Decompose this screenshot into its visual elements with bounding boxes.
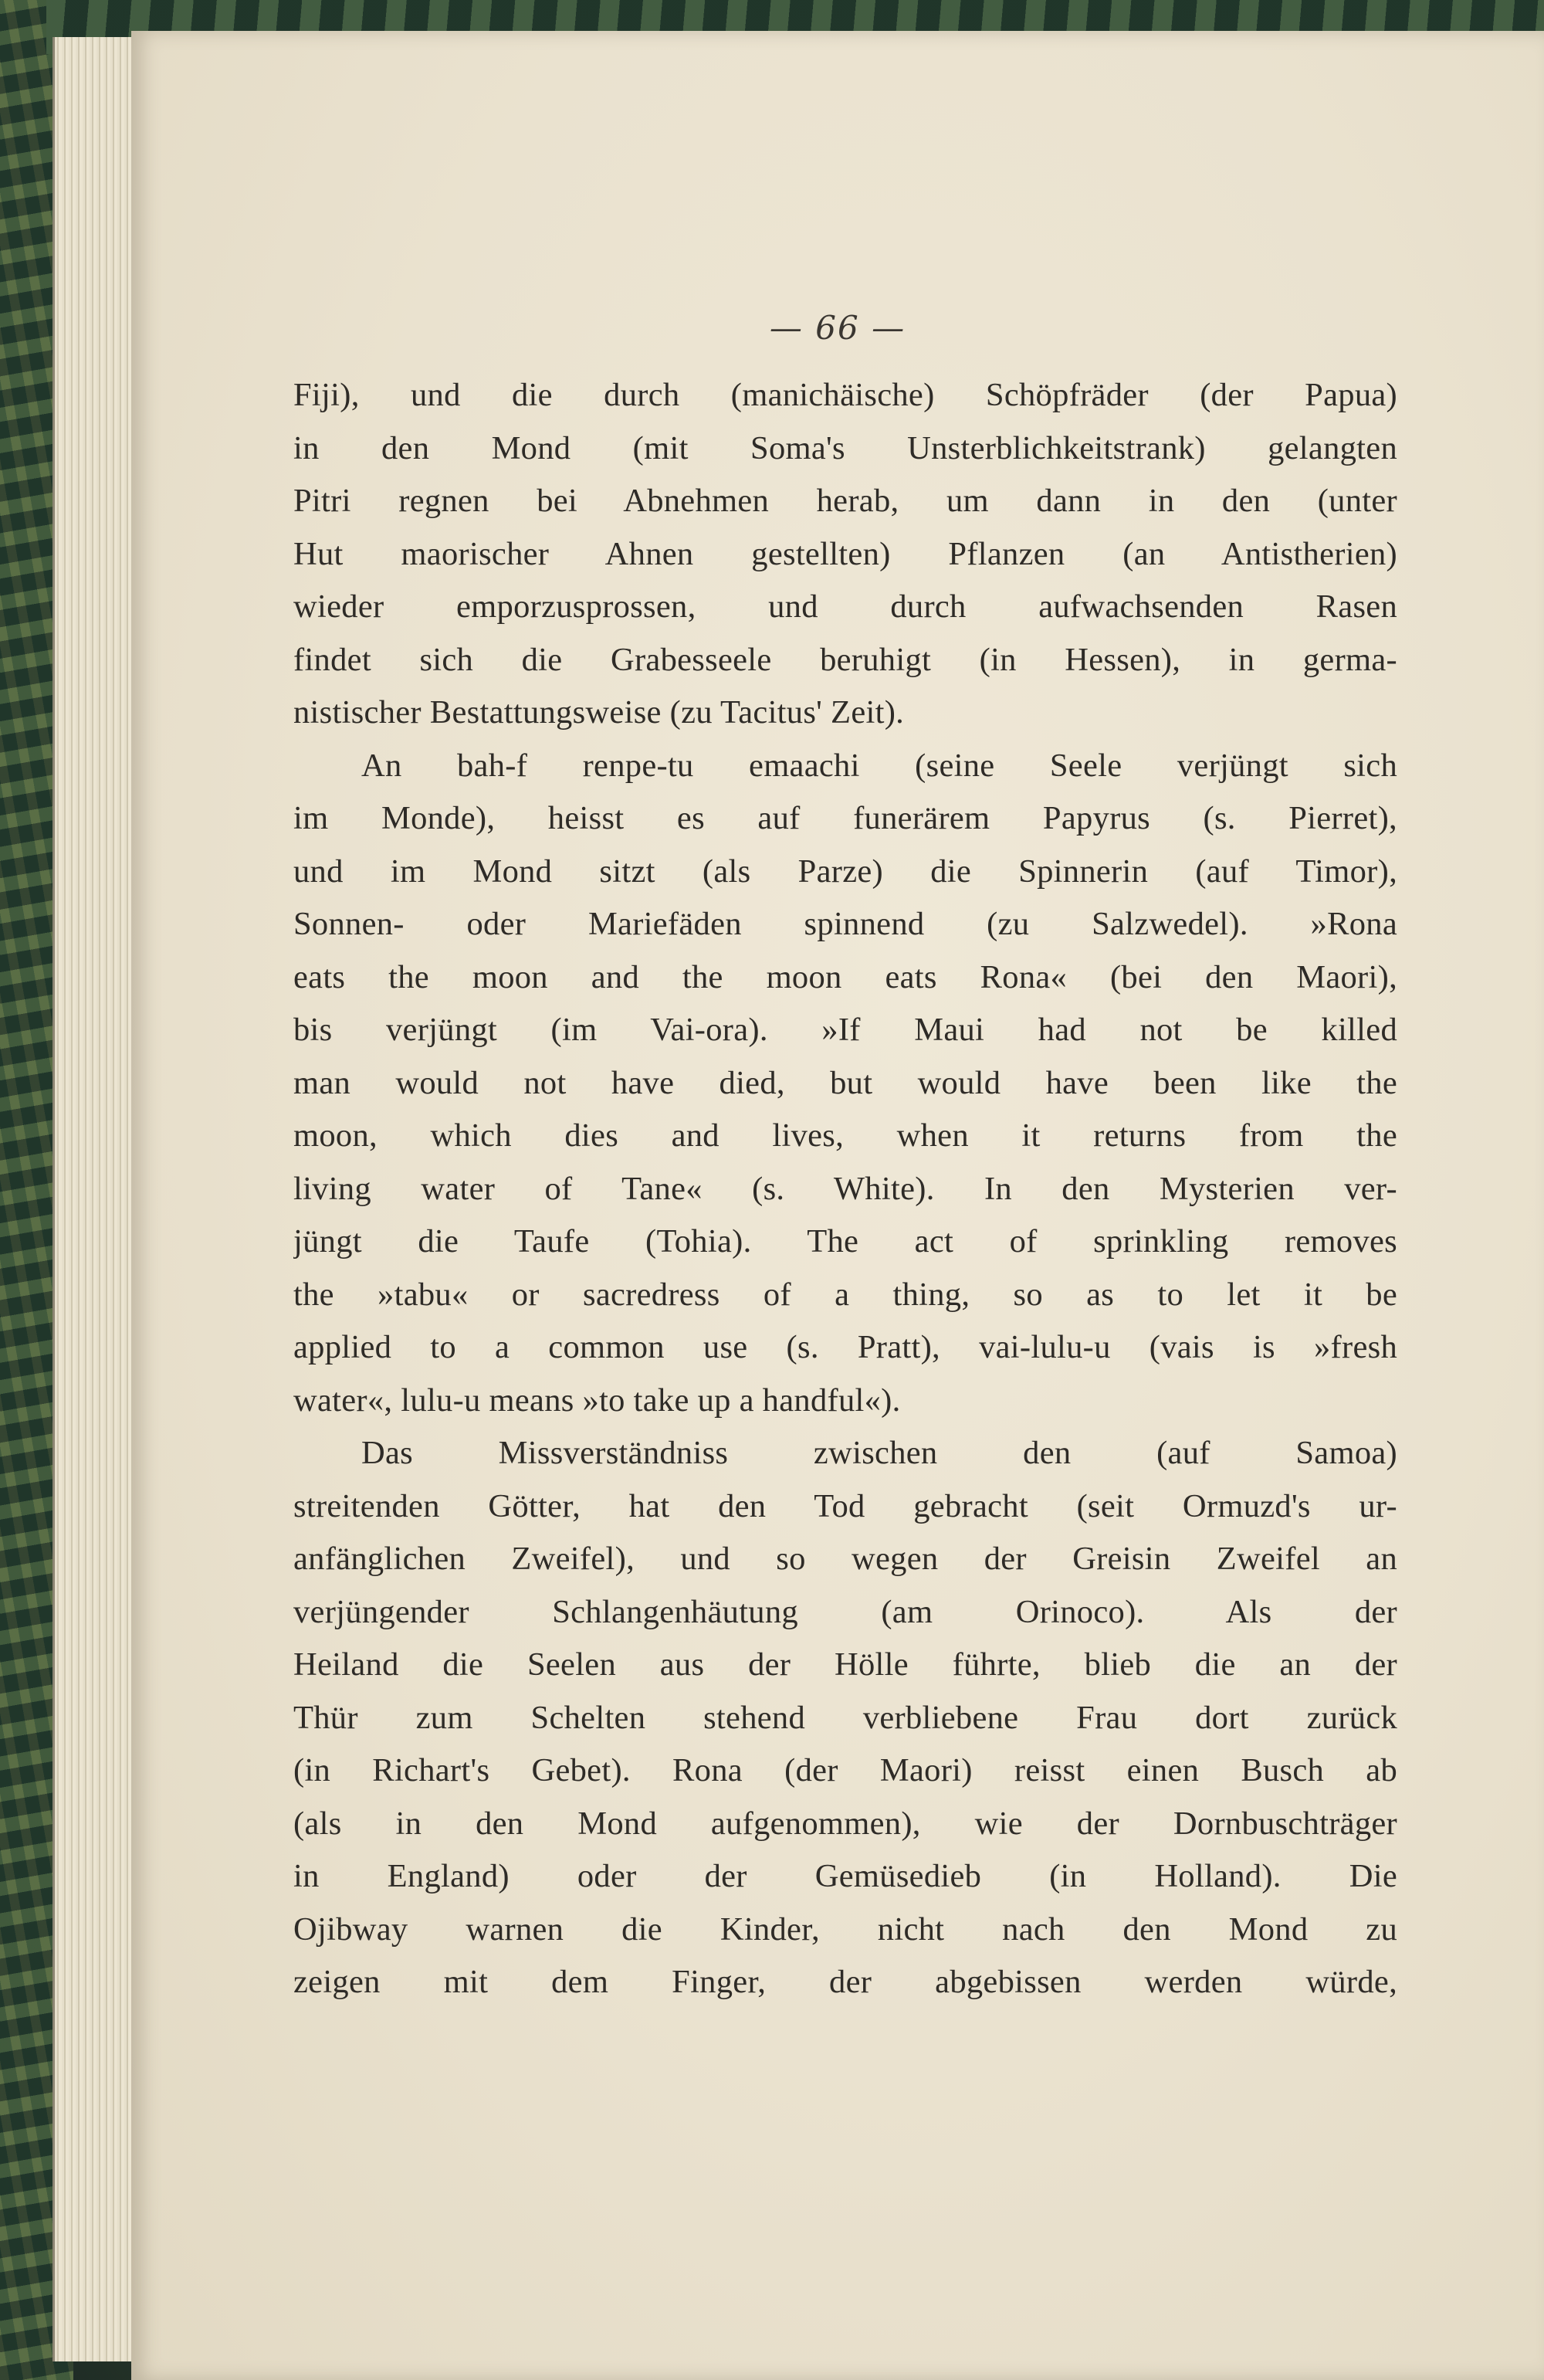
text-line: Heiland die Seelen aus der Hölle führte, blieb die an der	[293, 1646, 1397, 1683]
text-line: Thür zum Schelten stehend verbliebene Frau dort zurück	[293, 1699, 1397, 1736]
text-line: (in Richart's Gebet). Rona (der Maori) reisst einen Busch ab	[293, 1752, 1397, 1788]
text-line: nistischer Bestattungsweise (zu Tacitus' Zeit).	[293, 694, 905, 731]
text-line: verjüngender Schlangenhäutung (am Orinoco). Als der	[293, 1593, 1397, 1630]
text-line: Fiji), und die durch (manichäische) Schöpfräder (der Papua)	[293, 377, 1397, 413]
text-line: Das Missverständniss zwischen den (auf Samoa)	[361, 1435, 1397, 1471]
text-line: Sonnen- oder Mariefäden spinnend (zu Salzwedel). »Rona	[293, 906, 1397, 942]
text-line: findet sich die Grabesseele beruhigt (in Hessen), in germa-	[293, 641, 1397, 678]
text-line: in den Mond (mit Soma's Unsterblichkeitstrank) gelangten	[293, 429, 1397, 466]
text-line: bis verjüngt (im Vai-ora). »If Maui had not be killed	[293, 1012, 1397, 1048]
text-line: zeigen mit dem Finger, der abgebissen werden würde,	[293, 1964, 1397, 2000]
text-line: eats the moon and the moon eats Rona« (bei den Maori),	[293, 958, 1397, 995]
text-line: anfänglichen Zweifel), und so wegen der Greisin Zweifel an	[293, 1541, 1397, 1577]
text-line: im Monde), heisst es auf funerärem Papyrus (s. Pierret),	[293, 800, 1397, 836]
text-line: jüngt die Taufe (Tohia). The act of sprinkling removes	[293, 1223, 1397, 1260]
text-line: An bah-f renpe-tu emaachi (seine Seele verjüngt sich	[361, 747, 1397, 784]
text-line: und im Mond sitzt (als Parze) die Spinnerin (auf Timor),	[293, 853, 1397, 890]
body-text	[293, 369, 1397, 2009]
text-line: in England) oder der Gemüsedieb (in Holland). Die	[293, 1858, 1397, 1894]
text-line: wieder emporzusprossen, und durch aufwachsenden Rasen	[293, 588, 1397, 625]
text-line: (als in den Mond aufgenommen), wie der Dornbuschträger	[293, 1805, 1397, 1842]
text-line: Hut maorischer Ahnen gestellten) Pflanzen (an Antistherien)	[293, 535, 1397, 572]
text-line: living water of Tane« (s. White). In den Mysterien ver-	[293, 1170, 1397, 1207]
text-line: applied to a common use (s. Pratt), vai-lulu-u (vais is »fresh	[293, 1329, 1397, 1365]
text-line: streitenden Götter, hat den Tod gebracht (seit Ormuzd's ur-	[293, 1487, 1397, 1524]
text-line: man would not have died, but would have been like the	[293, 1064, 1397, 1101]
text-line: Ojibway warnen die Kinder, nicht nach den Mond zu	[293, 1910, 1397, 1948]
text-line: the »tabu« or sacredress of a thing, so as to let it be	[293, 1276, 1397, 1313]
text-line: water«, lulu-u means »to take up a handful«).	[293, 1382, 901, 1419]
text-line: Pitri regnen bei Abnehmen herab, um dann in den (unter	[293, 483, 1397, 519]
page-number: — 66 —	[769, 309, 906, 347]
text-line: moon, which dies and lives, when it returns from the	[293, 1117, 1397, 1154]
